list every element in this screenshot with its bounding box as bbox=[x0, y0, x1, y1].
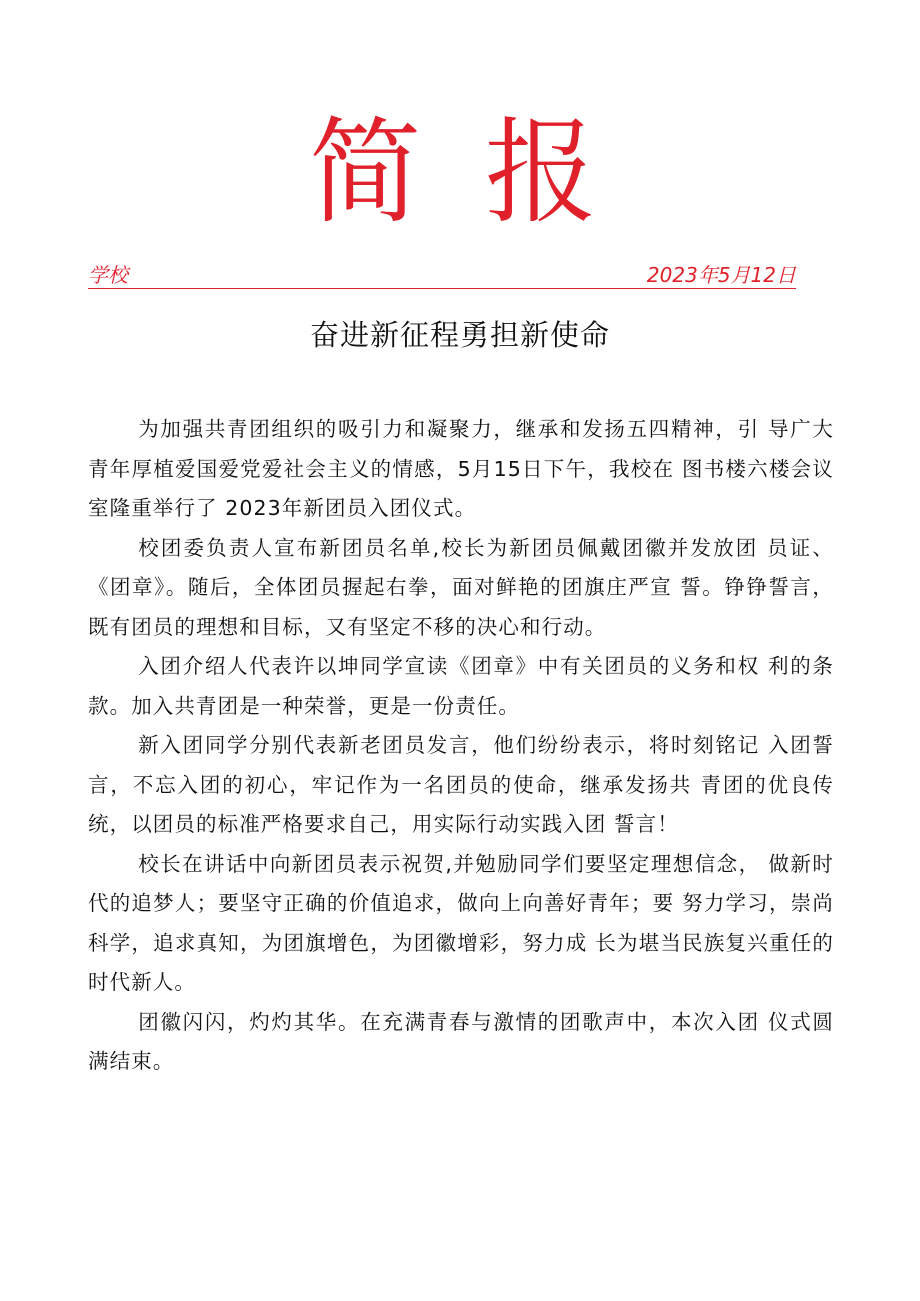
article-title: 奋进新征程勇担新使命 bbox=[309, 318, 610, 352]
masthead-meta-line bbox=[88, 262, 796, 289]
issue-date: 2023年5月12日 bbox=[646, 263, 796, 287]
paragraph: 为加强共青团组织的吸引力和凝聚力，继承和发扬五四精神，引 导广大青年厚植爱国爱党爱社会主义的情感，5月15日下午，我校在 图书楼六楼会议室隆重举行了 2023年新团员入团仪式。 bbox=[88, 417, 834, 520]
paragraph: 入团介绍人代表许以坤同学宣读《团章》中有关团员的义务和权 利的条款。加入共青团是一种荣誉，更是一份责任。 bbox=[88, 654, 834, 718]
paragraph: 校长在讲话中向新团员表示祝贺,并勉励同学们要坚定理想信念， 做新时代的追梦人；要坚守正确的价值追求，做向上向善好青年；要 努力学习，崇尚科学，追求真知，为团旗增色，为团徽增彩，努力成 长为堪当民族复兴重任的时代新人。 bbox=[88, 851, 834, 994]
paragraph: 校团委负责人宣布新团员名单,校长为新团员佩戴团徽并发放团 员证、《团章》。随后，全体团员握起右拳，面对鲜艳的团旗庄严宣 誓。铮铮誓言，既有团员的理想和目标，又有坚定不移的决心和行动。 bbox=[88, 535, 834, 639]
paragraph: 团徽闪闪，灼灼其华。在充满青春与激情的团歌声中，本次入团 仪式圆满结束。 bbox=[88, 1009, 834, 1073]
article-body bbox=[88, 410, 834, 1082]
school-label: 学校 bbox=[88, 263, 128, 287]
paragraph: 新入团同学分别代表新老团员发言，他们纷纷表示，将时刻铭记 入团誓言，不忘入团的初心，牢记作为一名团员的使命，继承发扬共 青团的优良传统，以团员的标准严格要求自己，用实际行动实践入团 誓言！ bbox=[88, 733, 834, 836]
masthead-title: 简 报 bbox=[309, 106, 611, 240]
